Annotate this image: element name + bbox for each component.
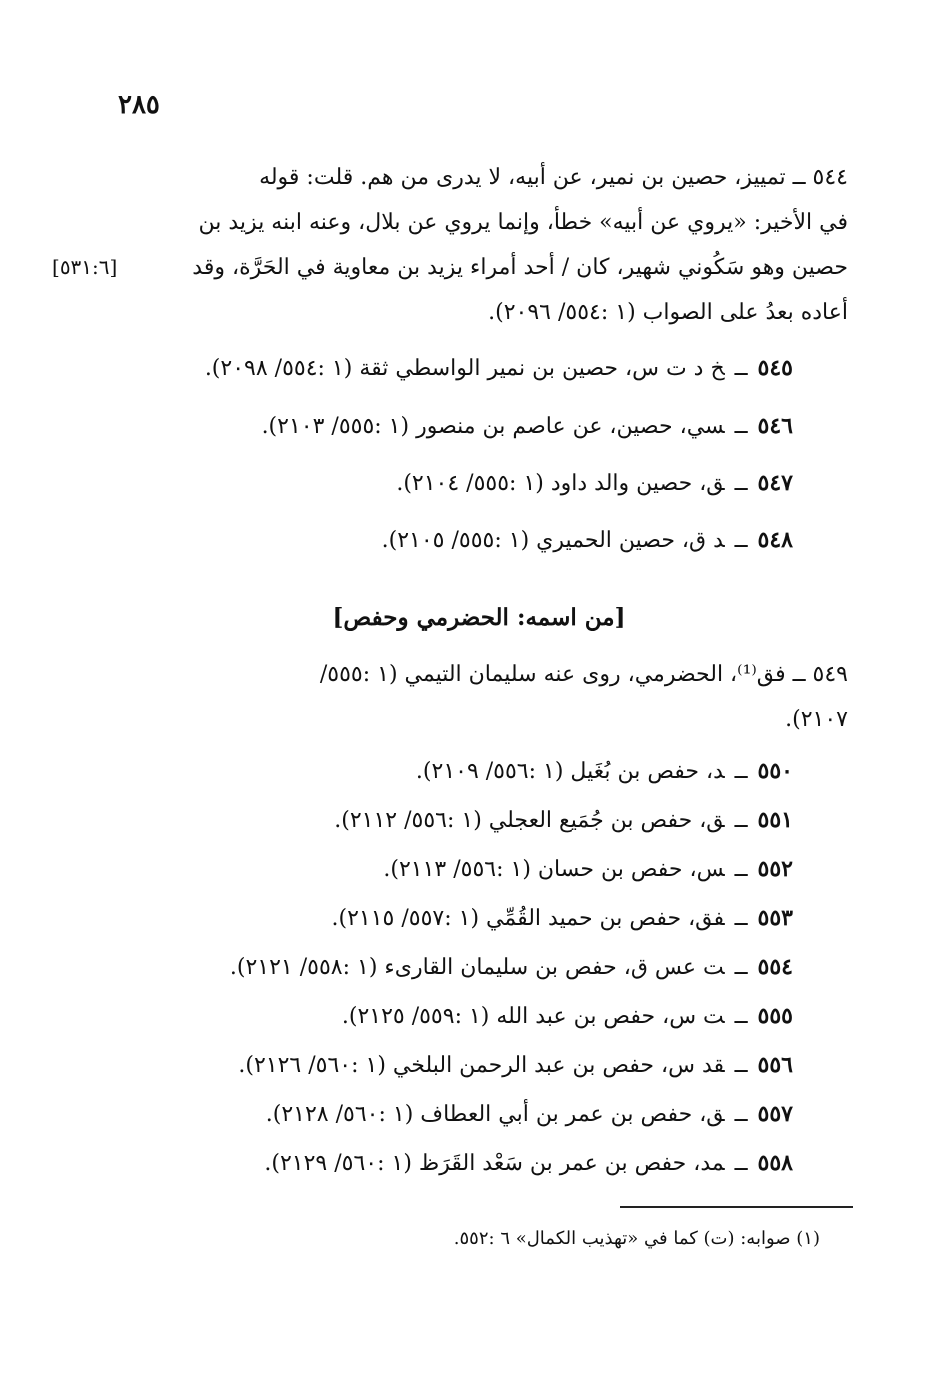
- entry-544-line-1: ٥٤٤ ــ تمييز، حصين بن نمير، عن أبيه، لا يدرى من هم. قلت: قوله: [259, 165, 848, 190]
- entry-dash: ــ: [734, 857, 748, 882]
- entry-number: ٥٥٤: [757, 954, 793, 980]
- entry-dash: ــ: [734, 906, 748, 931]
- entry-544-line-3: حصين وهو سَكُوني شهير، كان / أحد أمراء يزيد بن معاوية في الحَرَّة، وقد: [192, 255, 848, 280]
- entry-text: فق، حفص بن حميد القُمِّي (١ :٥٥٧/ ٢١١٥).: [331, 906, 725, 931]
- entry-number: ٥٥٧: [757, 1101, 793, 1127]
- entry-number: ٥٥٨: [757, 1150, 793, 1176]
- entry-number: ٥٥٠: [757, 758, 793, 784]
- entry-555: [342, 996, 793, 1036]
- entry-text: د ق، حصين الحميري (١ :٥٥٥/ ٢١٠٥).: [381, 528, 725, 553]
- entry-text: قد س، حفص بن عبد الرحمن البلخي (١ :٥٦٠/ ٢١٢٦).: [238, 1053, 725, 1078]
- entry-dash: ــ: [734, 759, 748, 784]
- entry-text: ق، حصين والد داود (١ :٥٥٥/ ٢١٠٤).: [396, 471, 725, 496]
- entry-text: خ د ت س، حصين بن نمير الواسطي ثقة (١ :٥٥٤/ ٢٠٩٨).: [204, 356, 725, 381]
- entry-text: د، حفص بن بُغَيل (١ :٥٥٦/ ٢١٠٩).: [415, 759, 725, 784]
- entry-556: [238, 1045, 793, 1085]
- entry-number: ٥٤٥: [757, 355, 793, 381]
- footnote: (١) صوابه: (ت) كما في «تهذيب الكمال» ٦ :٥٥٢.: [453, 1228, 820, 1249]
- entry-557: [266, 1094, 793, 1134]
- entry-text: ت س، حفص بن عبد الله (١ :٥٥٩/ ٢١٢٥).: [341, 1004, 725, 1029]
- entry-dash: ــ: [734, 808, 748, 833]
- entry-dash: ــ: [734, 528, 748, 553]
- entry-dash: ــ: [734, 356, 748, 381]
- section-heading: [من اسمه: الحضرمي وحفص]: [332, 604, 626, 631]
- entry-dash: ــ: [734, 414, 748, 439]
- entry-number: ٥٤٦: [757, 413, 793, 439]
- entry-550: [416, 751, 793, 791]
- entry-552: [383, 849, 793, 889]
- entry-549-line-1: ٥٤٩ ــ فق⁽¹⁾، الحضرمي، روى عنه سليمان التيمي (١ :٥٥٥/: [319, 662, 848, 687]
- entry-548: [382, 520, 793, 560]
- entry-number: ٥٥٢: [757, 856, 793, 882]
- entry-number: ٥٤٨: [757, 527, 793, 553]
- entry-553: [332, 898, 793, 938]
- entry-number: ٥٥٣: [757, 905, 793, 931]
- entry-number: ٥٥١: [757, 807, 793, 833]
- entry-547: [396, 463, 793, 503]
- entry-544-line-2: في الأخير: «يروي عن أبيه» خطأ، وإنما يروي عن بلال، وعنه ابنه يزيد بن: [198, 210, 848, 235]
- entry-dash: ــ: [734, 955, 748, 980]
- entry-text: سي، حصين، عن عاصم بن منصور (١ :٥٥٥/ ٢١٠٣).: [261, 414, 725, 439]
- entry-text: ق، حفص بن جُمَيع العجلي (١ :٥٥٦/ ٢١١٢).: [334, 808, 725, 833]
- entry-dash: ــ: [734, 1102, 748, 1127]
- entry-dash: ــ: [734, 1053, 748, 1078]
- entry-546: [262, 406, 793, 446]
- entry-text: ق، حفص بن عمر بن أبي العطاف (١ :٥٦٠/ ٢١٢٨).: [265, 1102, 725, 1127]
- entry-549-line-2: ٢١٠٧).: [785, 707, 848, 732]
- entry-545: [205, 348, 793, 388]
- entry-dash: ــ: [734, 1151, 748, 1176]
- entry-dash: ــ: [734, 1004, 748, 1029]
- entry-number: ٥٤٧: [757, 470, 793, 496]
- entry-554: [230, 947, 793, 987]
- page-number: ٢٨٥: [118, 90, 160, 120]
- entry-text: مد، حفص بن عمر بن سَعْد القَرَظ (١ :٥٦٠/ ٢١٢٩).: [264, 1151, 725, 1176]
- footnote-divider: [620, 1206, 853, 1208]
- margin-reference: [٥٣١:٦]: [52, 255, 118, 279]
- entry-558: [264, 1143, 793, 1183]
- entry-number: ٥٥٦: [757, 1052, 793, 1078]
- entry-dash: ــ: [734, 471, 748, 496]
- entry-text: ت عس ق، حفص بن سليمان القارىء (١ :٥٥٨/ ٢١٢١).: [229, 955, 725, 980]
- entry-text: س، حفص بن حسان (١ :٥٥٦/ ٢١١٣).: [383, 857, 725, 882]
- entry-544-line-4: أعاده بعدُ على الصواب (١ :٥٥٤/ ٢٠٩٦).: [488, 300, 848, 325]
- entry-551: [334, 800, 793, 840]
- entry-number: ٥٥٥: [757, 1003, 793, 1029]
